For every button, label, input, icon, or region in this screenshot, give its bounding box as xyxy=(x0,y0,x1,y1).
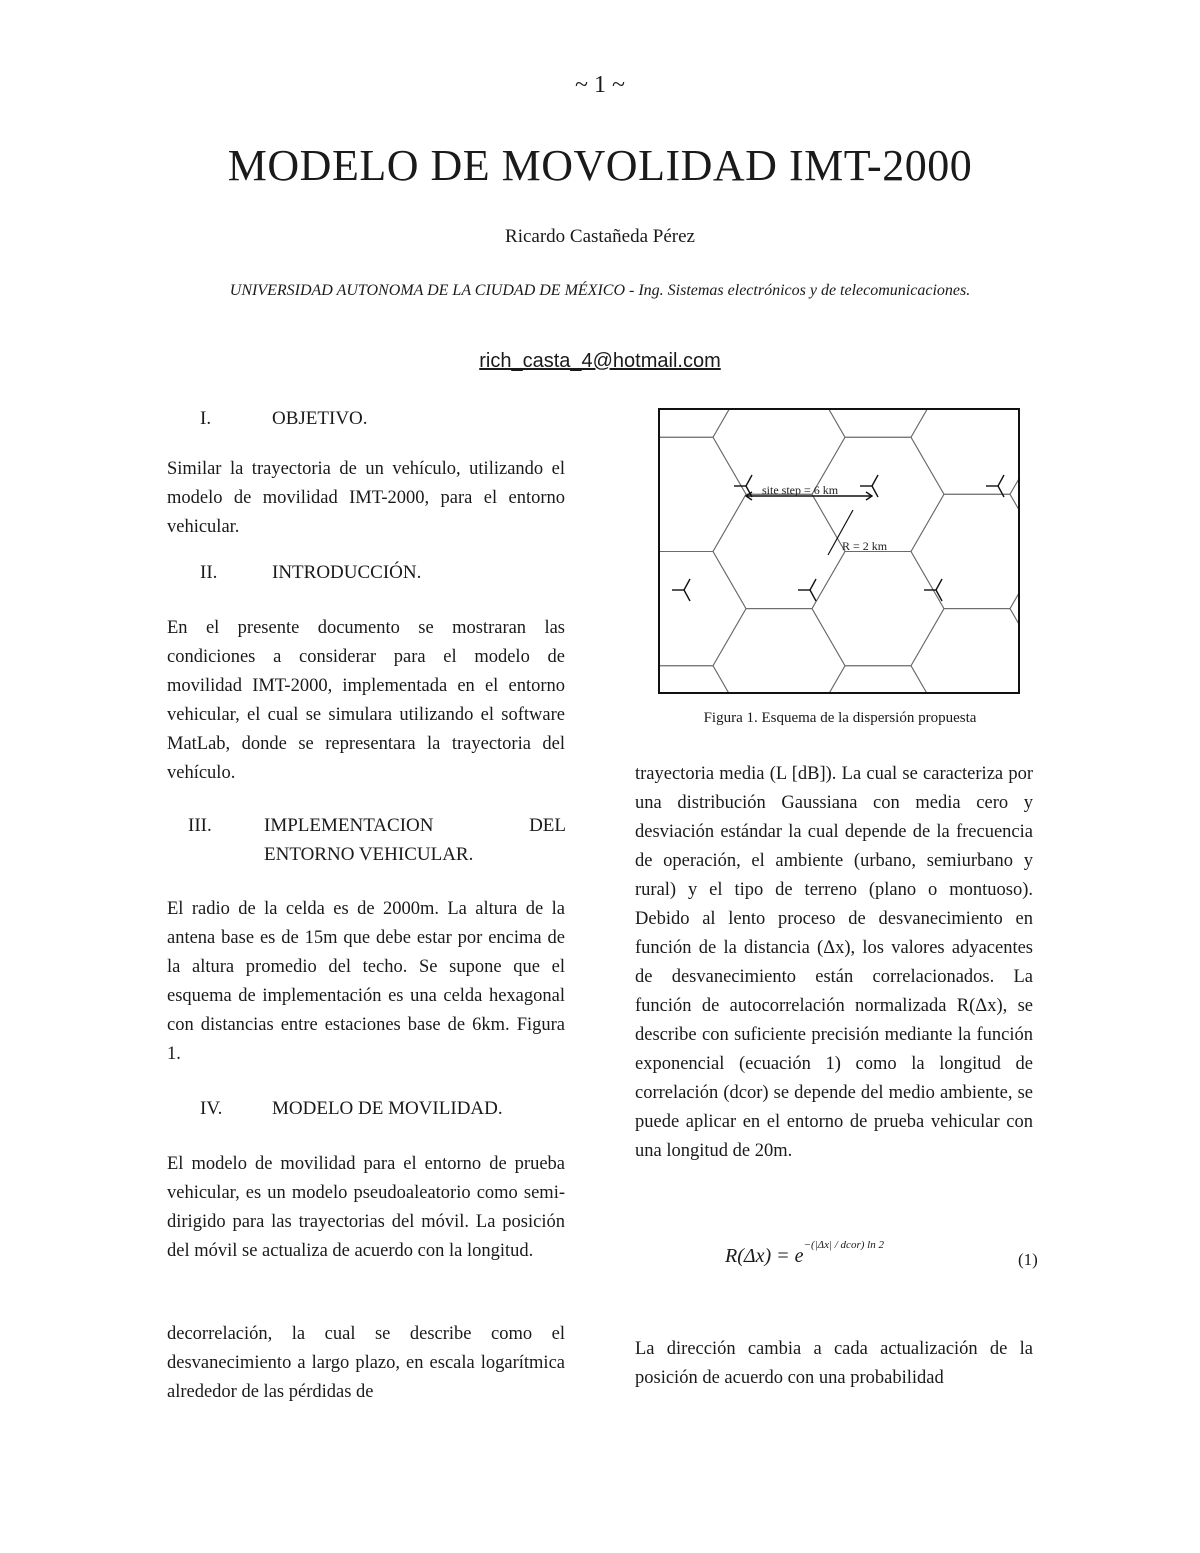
equation-number: (1) xyxy=(1018,1250,1038,1269)
hexagon-cell xyxy=(660,552,746,666)
hexagon-cell xyxy=(713,410,845,494)
section-title: INTRODUCCIÓN. xyxy=(272,562,422,583)
hexagon-cell xyxy=(660,410,746,437)
base-station-mark xyxy=(798,579,816,601)
hexagon-cell-figure xyxy=(658,408,1020,694)
hexagon-cell xyxy=(1010,437,1018,551)
hexagon-grid-diagram xyxy=(660,410,1018,692)
author-name: Ricardo Castañeda Pérez xyxy=(505,226,695,247)
section-title: OBJETIVO. xyxy=(272,408,368,429)
hexagon-cell xyxy=(713,494,845,608)
hexagon-cell xyxy=(812,552,944,666)
hexagon-cell xyxy=(911,410,1018,494)
hexagon-cell xyxy=(1010,666,1018,692)
site-step-label: site step = 6 km xyxy=(762,483,839,497)
hexagon-cell xyxy=(713,609,845,692)
hexagon-cell xyxy=(660,437,746,551)
hexagon-cell xyxy=(1010,552,1018,666)
section-title: MODELO DE MOVILIDAD. xyxy=(272,1098,503,1119)
equation-exponent: −(|Δx| / dcor) ln 2 xyxy=(803,1239,884,1251)
section-heading-implementacion xyxy=(188,811,566,869)
page-number: ~ 1 ~ xyxy=(575,72,625,98)
section-body-movilidad: El modelo de movilidad para el entorno de prueba vehicular, es un modelo pseudoaleatorio como semi-dirigido para las trayectorias del móvil. La posición del móvil se actualiza de acuerdo con la longitud. xyxy=(167,1154,565,1261)
section-body-implementacion: El radio de la celda es de 2000m. La altura de la antena base es de 15m que debe estar por encima de la altura promedio del techo. Se supone que el esquema de implementación es una celda hexagonal con distancias entre estaciones base de 6km. Figura 1. xyxy=(167,899,565,1064)
hexagon-cell xyxy=(911,494,1018,608)
author-email[interactable] xyxy=(0,350,1200,373)
base-station-mark xyxy=(986,475,1004,497)
base-station-mark xyxy=(924,579,942,601)
hexagon-cell xyxy=(1010,410,1018,437)
right-column-paragraph: trayectoria media (L [dB]). La cual se caracteriza por una distribución Gaussiana con media cero y desviación estándar la cual depende de la frecuencia de operación, el ambiente (urbano, semiurbano y rural) y el tipo de terreno (plano o montuoso). Debido al lento proceso de desvanecimiento en función de la distancia (Δx), los valores adyacentes de desvanecimiento están correlacionados. La función de autocorrelación normalizada R(Δx), se describe con suficiente precisión mediante la función exponencial (ecuación 1) como la longitud de correlación (dcor) se depende del medio ambiente, se puede aplicar en el entorno de prueba vehicular con una longitud de 20m. xyxy=(635,764,1033,1161)
left-column-continuation: decorrelación, la cual se describe como el desvanecimiento a largo plazo, en escala logarítmica alrededor de las pérdidas de xyxy=(167,1324,565,1402)
radius-label: R = 2 km xyxy=(842,539,888,553)
hexagon-cell xyxy=(911,609,1018,692)
equation-1 xyxy=(725,1239,884,1268)
author-affiliation: UNIVERSIDAD AUTONOMA DE LA CIUDAD DE MÉXICO - Ing. Sistemas electrónicos y de telecomunicaciones. xyxy=(229,282,971,299)
section-number: I. xyxy=(200,408,212,429)
hexagon-cell xyxy=(660,666,746,692)
section-number: IV. xyxy=(200,1098,223,1119)
base-station-mark xyxy=(672,579,690,601)
paper-title: MODELO DE MOVOLIDAD IMT-2000 xyxy=(227,141,973,190)
section-body-introduccion: En el presente documento se mostraran las condiciones a considerar para el modelo de movilidad IMT-2000, implementada en el entorno vehicular, el cual se simulara utilizando el software MatLab, donde se representara la trayectoria del vehículo. xyxy=(167,618,565,783)
section-title: IMPLEMENTACION DEL ENTORNO VEHICULAR. xyxy=(264,815,566,865)
email-link[interactable]: rich_casta_4@hotmail.com xyxy=(479,350,721,372)
equation-lhs: R(Δx) = e xyxy=(725,1245,804,1267)
figure-caption: Figura 1. Esquema de la dispersión propuesta xyxy=(703,710,977,726)
section-body-objetivo: Similar la trayectoria de un vehículo, utilizando el modelo de movilidad IMT-2000, para el entorno vehicular. xyxy=(167,459,565,537)
section-number: II. xyxy=(200,562,218,583)
right-column-continuation: La dirección cambia a cada actualización de la posición de acuerdo con una probabilidad xyxy=(635,1339,1033,1388)
section-number: III. xyxy=(188,815,212,836)
